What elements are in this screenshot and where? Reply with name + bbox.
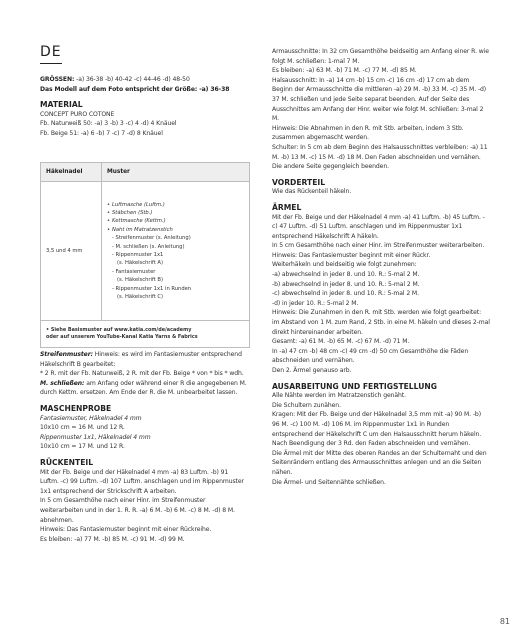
remain-para: Es bleiben: -a) 63 M. -b) 71 M. -c) 77 M. -d) 85 M. [272, 67, 417, 75]
pattern-list-item: - Streifenmuster (s. Anleitung) [112, 235, 191, 242]
sizes-label: GRÖSSEN: [40, 76, 75, 83]
sizes-line [40, 75, 248, 85]
right-column [272, 47, 490, 487]
sleeve-para: Mit der Fb. Beige und der Häkelnadel 4 mm -a) 41 Luftm. -b) 45 Luftm. -c) 47 Luftm. -d) 51 Luftm. anschlagen und im Rippenmuster 1x1 entsprechend Häkelschrift A häkeln. [272, 213, 485, 240]
model-size-note: Das Modell auf dem Foto entspricht der Größe: -a) 36-38 [40, 85, 230, 93]
sleeve-para: In -a) 47 cm -b) 48 cm -c) 49 cm -d) 50 cm Gesamthöhe die Fäden abschneiden und vernähen. [272, 347, 469, 365]
table-note-line: oder auf unserem YouTube-Kanal Katia Yarns & Fabrics [46, 334, 198, 340]
pattern-list-item: (s. Häkelschrift A) [117, 260, 163, 267]
pattern-list-item: • Naht im Matratzenstich [107, 226, 244, 234]
pattern-list-item: • Kettmasche (Kettm.) [107, 217, 244, 225]
pattern-list-item: - M. schließen (s. Anleitung) [112, 243, 185, 250]
sleeve-para: -c) abwechselnd in jeder 8. und 10. R.: 5-mal 2 M. [272, 290, 419, 298]
page-number: 81 [499, 617, 510, 626]
finishing-para: Die Ärmel- und Seitennähte schließen. [272, 478, 386, 486]
back-heading: RÜCKENTEIL [40, 457, 94, 467]
shoulder-para: Schulter: In 5 cm ab dem Beginn des Halsausschnittes verbleiben: -a) 11 M. -b) 13 M. -c) 15 M. -d) 18 M. Den Faden abschneiden und vernähen. [272, 143, 488, 161]
sleeve-heading: ÄRMEL [272, 202, 302, 212]
sleeve-para: Weiterhäkeln und beidseitig wie folgt zunehmen: [272, 261, 417, 269]
back-para: In 5 cm Gesamthöhe nach einer Hinr. im Streifenmuster weiterarbeiten und in der 1. R. R. -a) 6 M. -b) 6 M. -c) 8 M. -d) 8 M. abnehmen. [40, 497, 235, 524]
finishing-para: Nach Beendigung der 3 Rd. den Faden abschneiden und vernähen. [272, 440, 471, 448]
gauge-line: Rippenmuster 1x1, Häkelnadel 4 mm [40, 433, 151, 441]
sleeve-para: In 5 cm Gesamthöhe nach einer Hinr. im Streifenmuster weiterarbeiten. [272, 242, 485, 250]
pattern-list-item: • Stäbchen (Stb.) [107, 209, 244, 217]
gauge-line: 10x10 cm = 17 M. und 12 R. [40, 443, 125, 451]
pattern-list-item: - Rippenmuster 1x1 [112, 252, 164, 258]
sleeve-para: Hinweis: Die Zunahmen in den R. mit Stb. werden wie folgt gearbeitet: im Abstand von 1 M. zum Rand, 2 Stb. in eine M. häkeln und dieses 2-mal direkt hintereinander arbeiten. [272, 309, 490, 336]
table-head-hook: Häkelnadel [41, 163, 102, 182]
finishing-para: Die Schultern zunähen. [272, 401, 341, 409]
back-para: Hinweis: Das Fantasiemuster beginnt mit einer Rückreihe. [40, 526, 212, 534]
finishing-para: Die Ärmel mit der Mitte des oberen Randes an der Schulternaht und den Seitenrändern entlang des Armausschnittes anlegen und an die Seiten nähen. [272, 449, 487, 476]
sleeve-para: -b) abwechselnd in jeder 8. und 10. R.: 5-mal 2 M. [272, 280, 420, 288]
table-pattern-cell [102, 182, 250, 321]
other-side-para: Die andere Seite gegengleich beenden. [272, 163, 389, 171]
table-note-cell [41, 321, 250, 348]
left-column [40, 75, 248, 139]
neckline-para: Halsausschnitt: In -a) 14 cm -b) 15 cm -c) 16 cm -d) 17 cm ab dem Beginn der Armausschnitte die mittleren -a) 29 M. -b) 33 M. -c) 35 M. -d) 37 M. schließen und jede Seite separat beenden. Auf der Seite des Ausschnittes am Anfang der Hinr. weiter wie folgt M. schließen: 3-mal 2 M. [272, 76, 487, 123]
back-para: Es bleiben: -a) 77 M. -b) 85 M. -c) 91 M. -d) 99 M. [40, 535, 185, 543]
gauge-line: Fantasiemuster, Häkelnadel 4 mm [40, 414, 142, 422]
sleeve-para: -a) abwechselnd in jeder 8. und 10. R.: 5-mal 2 M. [272, 271, 420, 279]
stripe-repeat-para: * 2 R. mit der Fb. Naturweiß, 2 R. mit der Fb. Beige * von * bis * wdh. [40, 370, 244, 378]
pattern-list [107, 201, 244, 302]
armhole-para: Armausschnitte: In 32 cm Gesamthöhe beidseitig am Anfang einer R. wie folgt M. schließen: 1-mal 7 M. [272, 48, 489, 65]
sizes-values: -a) 36-38 -b) 40-42 -c) 44-46 -d) 48-50 [74, 76, 190, 83]
material-natural: Fb. Naturweiß 50: -a) 3 -b) 3 -c) 4 -d) 4 Knäuel [40, 120, 177, 128]
stripe-pattern-para: Streifenmuster: Hinweis: es wird im Fantasiemuster entsprechend Häkelschrift B gearbeitet: [40, 351, 242, 368]
language-heading: DE [40, 44, 62, 60]
pattern-list-item: (s. Häkelschrift C) [117, 294, 164, 301]
table-head-pattern: Muster [102, 163, 250, 182]
heading-rule [40, 63, 62, 64]
back-para: Mit der Fb. Beige und der Häkelnadel 4 mm -a) 83 Luftm. -b) 91 Luftm. -c) 99 Luftm. -d) 107 Luftm. anschlagen und im Rippenmuster 1x1 entsprechend der Strickschrift A arbeiten. [40, 468, 244, 495]
finishing-para: Alle Nähte werden im Matratzenstich genäht. [272, 392, 406, 400]
pattern-list-item: - Fantasiemuster [112, 268, 156, 275]
close-stitches-para: M. schließen: am Anfang oder während einer R die angegebenen M. durch Kettm. ersetzen. Am Ende der R. die M. unbearbeitet lassen. [40, 379, 247, 397]
front-heading: VORDERTEIL [272, 177, 326, 187]
table-note-line: • Siehe Basismuster auf www.katia.com/de/academy [46, 326, 192, 333]
sleeve-para: Gesamt: -a) 61 M. -b) 65 M. -c) 67 M. -d) 71 M. [272, 338, 410, 346]
material-beige: Fb. Beige 51: -a) 6 -b) 7 -c) 7 -d) 8 Knäuel [40, 129, 163, 137]
material-yarn: CONCEPT PURO COTONE [40, 110, 115, 118]
finishing-para: Kragen: Mit der Fb. Beige und der Häkelnadel 3,5 mm mit -a) 90 M. -b) 96 M. -c) 100 M. -d) 106 M. im Rippenmuster 1x1 in Runden entsprechend der Häkelschrift C um den Halsausschnitt herum häkeln. [272, 411, 482, 438]
gauge-line: 10x10 cm = 16 M. und 12 R. [40, 424, 125, 432]
sleeve-para: Den 2. Ärmel genauso arb. [272, 367, 352, 374]
gauge-heading: MASCHENPROBE [40, 403, 112, 413]
decrease-note-para: Hinweis: Die Abnahmen in den R. mit Stb. arbeiten, indem 3 Stb. zusammen abgemascht werden. [272, 124, 464, 142]
front-para: Wie das Rückenteil häkeln. [272, 188, 352, 196]
table-hook-size: 3,5 und 4 mm [41, 182, 102, 321]
pattern-list-item: - Rippenmuster 1x1 in Runden [112, 285, 192, 292]
sleeve-para: Hinweis: Das Fantasiemuster beginnt mit einer Rückr. [272, 251, 431, 259]
material-heading: MATERIAL [40, 100, 83, 110]
pattern-list-item: • Luftmasche (Luftm.) [107, 201, 244, 209]
finishing-heading: AUSARBEITUNG UND FERTIGSTELLUNG [272, 381, 437, 391]
pattern-table [40, 162, 250, 348]
left-column-body [40, 350, 248, 544]
sleeve-para: -d) in jeder 10. R.: 5-mal 2 M. [272, 299, 359, 307]
pattern-list-item: (s. Häkelschrift B) [117, 277, 163, 284]
